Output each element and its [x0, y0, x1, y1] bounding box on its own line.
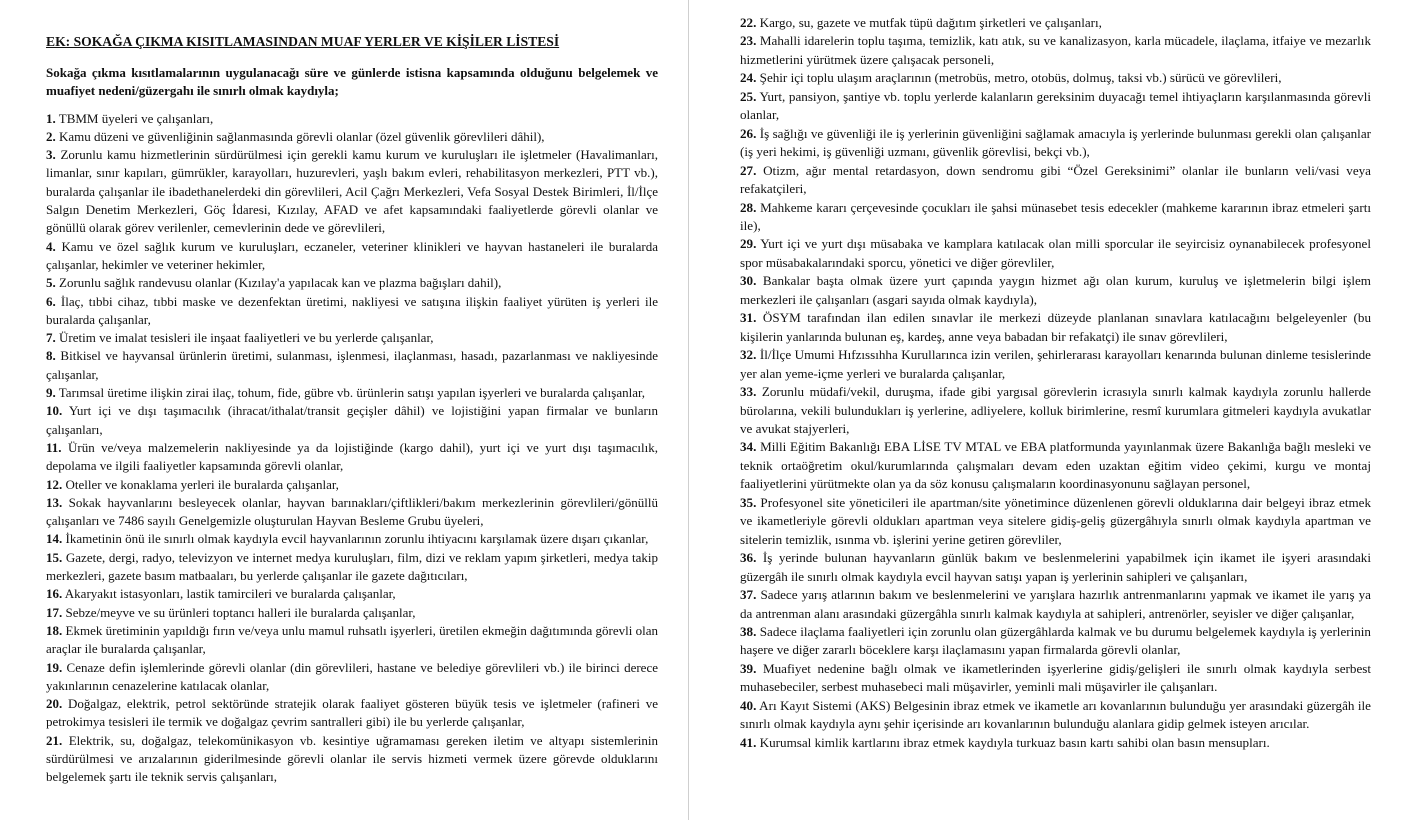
list-item — [740, 88, 1371, 125]
item-number: 17. — [46, 604, 63, 620]
item-number: 24. — [740, 70, 757, 86]
list-item — [740, 623, 1371, 660]
item-number: 2. — [46, 128, 56, 144]
item-number: 7. — [46, 330, 56, 346]
document-intro: Sokağa çıkma kısıtlamalarının uygulanacağı süre ve günlerde istisna kapsamında olduğunu belgelemek ve muafiyet nedeni/güzergahı ile sınırlı olmak kaydıyla; — [46, 65, 658, 99]
list-item — [46, 530, 658, 548]
item-number: 27. — [740, 162, 757, 178]
item-number: 23. — [740, 33, 757, 49]
item-number: 25. — [740, 88, 757, 104]
left-page — [0, 0, 689, 820]
list-item — [46, 732, 658, 787]
item-number: 8. — [46, 348, 56, 364]
item-number: 22. — [740, 15, 757, 30]
item-number: 38. — [740, 623, 757, 639]
item-text: Kargo, su, gazete ve mutfak tüpü dağıtım şirketleri ve çalışanları, — [759, 15, 1102, 30]
item-number: 29. — [740, 236, 757, 252]
item-text: Sokak hayvanlarını besleyecek olanlar, hayvan barınakları/çiftlikleri/bakım merkezlerinin görevlileri/gönüllü çalışanları ve 7486 sayılı Genelgemizle oluşturulan Hayvan Besleme Grubu üyeleri, — [46, 494, 658, 529]
item-text: İl/İlçe Umumi Hıfzıssıhha Kurullarınca izin verilen, şehirlerarası karayolları kenarında bulunan dinleme tesislerinde yer alan yeme-içme yerleri ve buralarda çalışanlar, — [740, 347, 1371, 381]
item-text: Doğalgaz, elektrik, petrol sektöründe stratejik olarak faaliyet gösteren büyük tesis ve işletmeler (rafineri ve petrokimya tesisleri ile termik ve doğalgaz çevrim santralleri gibi) ile bu yerlerde çalışanlar, — [46, 696, 658, 730]
item-number: 1. — [46, 110, 56, 126]
item-number: 11. — [46, 439, 62, 455]
item-number: 21. — [46, 732, 63, 748]
exemption-list-left — [46, 110, 658, 787]
item-text: Cenaze defin işlemlerinde görevli olanlar (din görevlileri, hastane ve belediye görevlileri vb.) ile birinci derece yakınlarının cenazelerine katılacak olanlar, — [46, 659, 658, 693]
item-number: 33. — [740, 384, 757, 400]
item-text: Kurumsal kimlik kartlarını ibraz etmek kaydıyla turkuaz basın kartı sahibi olan basın mensupları. — [759, 734, 1270, 750]
item-text: Mahalli idarelerin toplu taşıma, temizlik, katı atık, su ve kanalizasyon, karla mücadele, ilaçlama, itfaiye ve mezarlık hizmetlerini yürütmek üzere çalışacak personeli, — [740, 33, 1371, 67]
item-text: Zorunlu kamu hizmetlerinin sürdürülmesi için gerekli kamu kurum ve kuruluşları ile işletmeler (Havalimanları, limanlar, sınır kapıları, gümrükler, karayolları, huzurevleri, yaşlı bakım evleri, rehabilitasyon merkezleri, PTT vb.), buralarda çalışanlar ile ibadethanelerdeki din görevlileri, Acil Çağrı Merkezleri, Vefa Sosyal Destek Birimleri, İl/İlçe Salgın Denetim Merkezleri, Göç İdaresi, Kızılay, AFAD ve afet kapsamındaki faaliyetlerde görevli olanlar ve gönüllü olarak görev verilenler, cemevlerinin dede ve görevlileri, — [46, 147, 658, 236]
list-item — [46, 476, 658, 494]
item-number: 20. — [46, 696, 63, 712]
list-item — [740, 494, 1371, 549]
item-text: İş yerinde bulunan hayvanların günlük bakım ve beslenmelerini yapabilmek için ikamet ile işyeri arasındaki güzergâh ile sınırlı olmak kaydıyla evcil hayvan satışı yapan iş yerlerinin sahipleri ve çalışanları, — [740, 550, 1371, 584]
item-number: 16. — [46, 586, 63, 602]
list-item — [740, 697, 1371, 734]
item-text: Yurt içi ve dışı taşımacılık (ihracat/ithalat/transit geçişler dâhil) ve lojistiğini yapan firmalar ve bunların çalışanları, — [46, 403, 658, 437]
item-number: 3. — [46, 147, 56, 163]
list-item — [740, 14, 1371, 32]
item-text: Akaryakıt istasyonları, lastik tamircileri ve buralarda çalışanlar, — [64, 586, 396, 602]
item-text: Zorunlu sağlık randevusu olanlar (Kızılay'a yapılacak kan ve plazma bağışları dahil), — [59, 275, 502, 291]
list-item — [740, 199, 1371, 236]
item-number: 41. — [740, 734, 757, 750]
item-number: 14. — [46, 531, 63, 547]
list-item — [46, 494, 658, 531]
item-text: İş sağlığı ve güvenliği ile iş yerlerinin güvenliğini sağlamak amacıyla iş yerlerinde bulunması gerekli olan çalışanlar (iş yeri hekimi, iş güvenliği uzmanı, güvenlik görevlisi, bekçi vb.), — [740, 125, 1371, 160]
item-number: 13. — [46, 494, 63, 510]
item-text: Milli Eğitim Bakanlığı EBA LİSE TV MTAL ve EBA platformunda yayınlanmak üzere Bakanlığa bağlı mesleki ve teknik ortaöğretim okul/kurumlarında çalışmaları devam eden uzaktan eğitim video çekimi, kurgu ve montaj faaliyetlerini yürütmekte olan ya da söz konusu çalışmaların koordinasyonunu sağlayan personel, — [740, 439, 1371, 492]
list-item — [46, 622, 658, 659]
item-number: 26. — [740, 125, 757, 141]
item-text: Bitkisel ve hayvansal ürünlerin üretimi, sulanması, işlenmesi, ilaçlanması, hasadı, pazarlanması ve nakliyesinde çalışanlar, — [46, 348, 659, 382]
item-text: Kamu ve özel sağlık kurum ve kuruluşları, eczaneler, veteriner klinikleri ve hayvan hastaneleri ile buralarda çalışanlar, hekimler ve veteriner hekimler, — [46, 238, 659, 272]
list-item — [46, 110, 658, 128]
item-text: ÖSYM tarafından ilan edilen sınavlar ile merkezi düzeyde planlanan sınavlara katılacağını belgeleyenler (bu kişilerin yanlarında bulunan eş, kardeş, anne veya babadan bir refakatçi) ile sınav görevlileri, — [740, 310, 1371, 344]
item-text: Mahkeme kararı çerçevesinde çocukları ile şahsi münasebet tesis edecekler (mahkeme kararının ibraz etmeleri şartı ile), — [740, 199, 1371, 233]
item-text: Elektrik, su, doğalgaz, telekomünikasyon vb. kesintiye uğramaması gereken iletim ve altyapı sistemlerinin sürdürülmesi ve arızalarının giderilmesinde görevli olanlar ile servis hizmeti vermek üzere görevde olduklarını belgelemek şartı ile teknik servis çalışanları, — [46, 732, 659, 785]
item-number: 37. — [740, 587, 757, 603]
list-item — [46, 659, 658, 696]
item-text: Sadece yarış atlarının bakım ve beslenmelerini ve yarışlara hazırlık antrenmanlarını yapmak ve ikamet ile yarış ya da antrenman alanı arasındaki güzergâhla sınırlı kalmak kaydıyla at sahipleri, antrenörler, seyisler ve diğer çalışanlar, — [740, 587, 1371, 621]
list-item — [46, 402, 658, 439]
item-number: 31. — [740, 310, 757, 326]
item-text: Üretim ve imalat tesisleri ile inşaat faaliyetleri ve bu yerlerde çalışanlar, — [59, 330, 434, 346]
item-number: 30. — [740, 273, 757, 289]
list-item — [46, 695, 658, 732]
item-number: 15. — [46, 549, 63, 565]
item-number: 6. — [46, 293, 56, 309]
item-text: Tarımsal üretime ilişkin zirai ilaç, tohum, fide, gübre vb. ürünlerin satışı yapılan işyerleri ve buralarda çalışanlar, — [58, 385, 646, 401]
list-item — [46, 238, 658, 275]
list-item — [740, 734, 1371, 752]
item-text: Yurt, pansiyon, şantiye vb. toplu yerlerde kalanların gereksinim duyacağı temel ihtiyaçların karşılanmasında görevli olanlar, — [740, 88, 1371, 123]
list-item — [740, 272, 1371, 309]
item-number: 18. — [46, 622, 63, 638]
item-number: 35. — [740, 494, 757, 510]
list-item — [46, 128, 658, 146]
list-item — [46, 604, 658, 622]
list-item — [46, 384, 658, 402]
item-number: 5. — [46, 275, 56, 291]
item-text: TBMM üyeleri ve çalışanları, — [58, 110, 214, 126]
item-number: 9. — [46, 385, 56, 401]
list-item — [740, 69, 1371, 87]
item-text: Arı Kayıt Sistemi (AKS) Belgesinin ibraz etmek ve ikametle arı kovanlarının bulunduğu yer arasındaki güzergâh ile sınırlı olmak kaydıyla aynı şehir içerisinde arı kovanlarının bulunduğu alanlara gidip gelmek isteyen arıcılar. — [740, 697, 1371, 732]
list-item — [740, 32, 1371, 69]
item-text: Otizm, ağır mental retardasyon, down sendromu gibi “Özel Gereksinimi” olanlar ile bunların veli/vasi veya refakatçileri, — [740, 162, 1371, 197]
document-title: EK: SOKAĞA ÇIKMA KISITLAMASINDAN MUAF YERLER VE KİŞİLER LİSTESİ — [46, 34, 560, 49]
item-text: İkametinin önü ile sınırlı olmak kaydıyla evcil hayvanlarının zorunlu ihtiyacını karşılamak üzere dışarı çıkanlar, — [65, 531, 649, 547]
item-text: Şehir içi toplu ulaşım araçlarının (metrobüs, metro, otobüs, dolmuş, taksi vb.) sürücü ve görevlileri, — [759, 70, 1282, 86]
item-number: 10. — [46, 403, 63, 419]
exemption-list-right — [740, 14, 1371, 752]
list-item — [740, 235, 1371, 272]
item-number: 34. — [740, 439, 757, 455]
item-text: Muafiyet nedenine bağlı olmak ve ikametlerinden işyerlerine gidiş/gelişleri ile sınırlı olmak kaydıyla serbest muhasebeciler, serbest muhasebeci mali müşavirler, yeminli mali müşavirler ile çalışanları. — [740, 660, 1371, 695]
item-number: 39. — [740, 660, 757, 676]
item-text: Ürün ve/veya malzemelerin nakliyesinde ya da lojistiğinde (kargo dahil), yurt içi ve yurt dışı taşımacılık, depolama ve ilgili faaliyetler kapsamında görevli olanlar, — [46, 439, 659, 474]
list-item — [740, 586, 1371, 623]
list-item — [46, 329, 658, 347]
list-item — [740, 383, 1371, 438]
list-item — [740, 162, 1371, 199]
list-item — [46, 293, 658, 330]
list-item — [46, 274, 658, 292]
item-number: 40. — [740, 697, 757, 713]
item-text: Bankalar başta olmak üzere yurt çapında yaygın hizmet ağı olan kurum, kuruluş ve işletmelerin bilgi işlem merkezleri ile çalışanları (asgari sayıda olmak kaydıyla), — [740, 273, 1371, 307]
item-text: Profesyonel site yöneticileri ile apartman/site yönetimince düzenlenen görevli olduklarına dair belgeyi ibraz etmek ve ikametleriyle görevli oldukları apartman veya sitelere gidiş-geliş güzergâhıyla sınırlı olmak kaydıyla apartman ve sitelerin temizlik, ısınma vb. işlerini yerine getiren görevliler, — [740, 494, 1371, 547]
list-item — [740, 125, 1371, 162]
item-number: 32. — [740, 347, 757, 363]
item-text: Sadece ilaçlama faaliyetleri için zorunlu olan güzergâhlarda kalmak ve bu durumu belgelemek kaydıyla iş yerlerinin haşere ve diğer zararlı böceklere karşı ilaçlamasını yapan firmalarda görevli olanlar, — [740, 623, 1371, 658]
list-item — [740, 438, 1371, 493]
list-item — [46, 347, 658, 384]
item-number: 36. — [740, 550, 757, 566]
item-number: 12. — [46, 476, 63, 492]
item-number: 19. — [46, 659, 63, 675]
item-text: Zorunlu müdafi/vekil, duruşma, ifade gibi yargısal görevlerin icrasıyla sınırlı kalmak kaydıyla zorunlu hallerde bürolarına, vekili bulundukları iş yerlerine, adliyelere, kolluk birimlerine, resmî kurumlara gitmeleri kaydıyla avukatlar ve avukat stajyerleri, — [740, 384, 1371, 436]
item-text: Ekmek üretiminin yapıldığı fırın ve/veya unlu mamul ruhsatlı işyerleri, üretilen ekmeğin dağıtımında görevli olan araçlar ile buralarda çalışanlar, — [46, 622, 659, 657]
list-item — [740, 660, 1371, 697]
item-text: Kamu düzeni ve güvenliğinin sağlanmasında görevli olanlar (özel güvenlik görevlileri dâhil), — [59, 128, 545, 144]
list-item — [46, 439, 658, 476]
item-number: 4. — [46, 238, 56, 254]
item-text: Gazete, dergi, radyo, televizyon ve internet medya kuruluşları, film, dizi ve reklam yapım şirketleri, medya takip merkezleri, gazete basım matbaaları, bu yerlerde çalışanlar ile gazete dağıtıcıları, — [46, 549, 658, 584]
list-item — [740, 309, 1371, 346]
list-item — [740, 549, 1371, 586]
list-item — [46, 146, 658, 237]
item-number: 28. — [740, 199, 757, 215]
item-text: İlaç, tıbbi cihaz, tıbbi maske ve dezenfektan üretimi, nakliyesi ve satışına ilişkin faaliyet yürüten iş yerleri ile buralarda çalışanlar, — [46, 293, 658, 327]
list-item — [740, 346, 1371, 383]
list-item — [46, 585, 658, 603]
item-text: Yurt içi ve yurt dışı müsabaka ve kamplara katılacak olan milli sporcular ile seyircisiz oynanabilecek profesyonel spor müsabakalarındaki sporcu, yönetici ve diğer görevliler, — [740, 236, 1371, 270]
right-page — [700, 0, 1401, 820]
item-text: Sebze/meyve ve su ürünleri toptancı halleri ile buralarda çalışanlar, — [65, 604, 416, 620]
list-item — [46, 549, 658, 586]
item-text: Oteller ve konaklama yerleri ile buralarda çalışanlar, — [65, 476, 339, 492]
